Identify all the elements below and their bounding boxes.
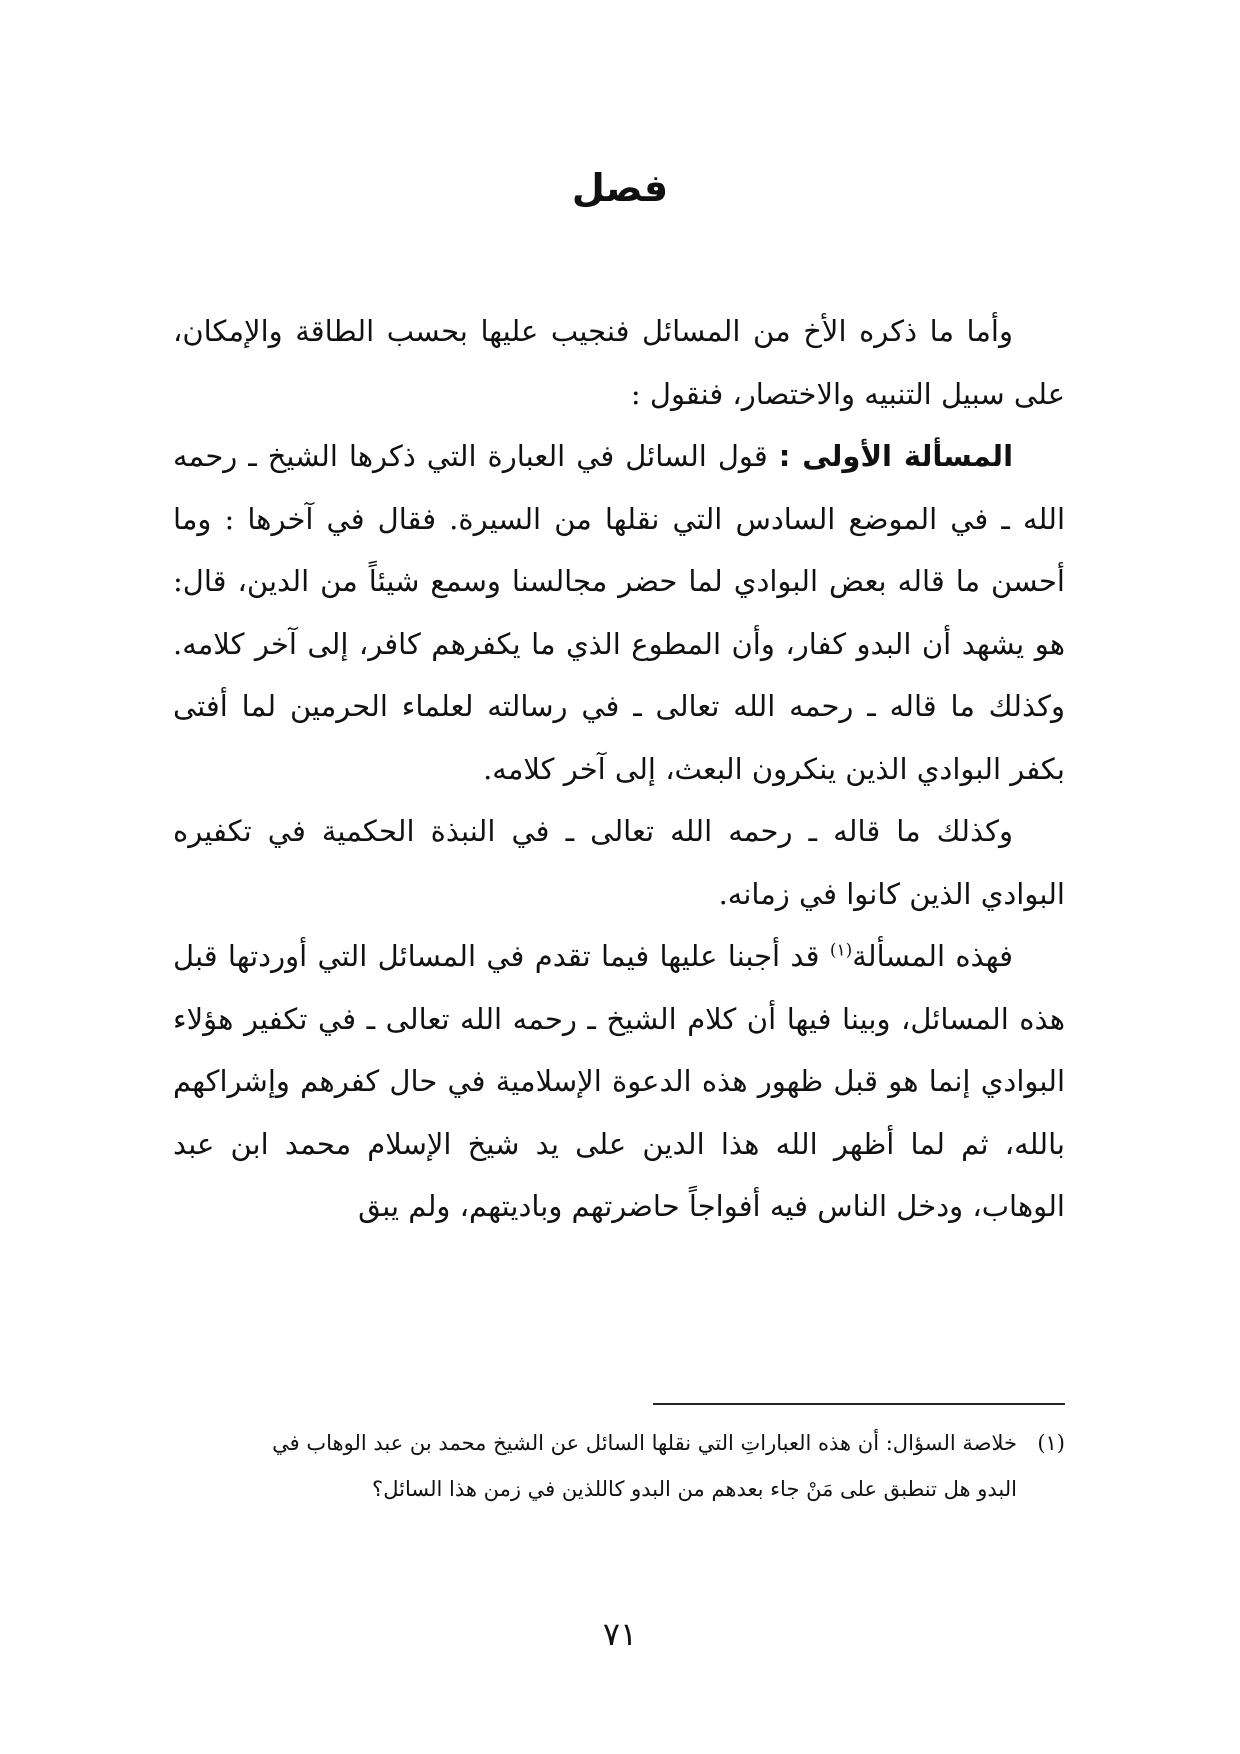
issue-heading: المسألة الأولى : <box>778 439 1014 473</box>
footnote-line-1 <box>173 1420 1065 1466</box>
footnote-reference: (١) <box>829 940 853 961</box>
paragraph-4-start: فهذه المسألة <box>852 939 1013 973</box>
paragraph-4 <box>173 925 1065 1238</box>
footnote-number: (١) <box>1037 1431 1065 1455</box>
page-number: ٧١ <box>602 1615 638 1653</box>
footnote-divider <box>653 1403 1065 1405</box>
footnote-line-2: البدو هل تنطبق على مَنْ جاء بعدهم من البدو كاللذين في زمن هذا السائل؟ <box>372 1477 1017 1501</box>
paragraph-2-text: قول السائل في العبارة التي ذكرها الشيخ ـ رحمه الله ـ في الموضع السادس التي نقلها من السيرة. فقال في آخرها : وما أحسن ما قاله بعض البوادي لما حضر مجالسنا وسمع شيئاً من الدين، قال: هو يشهد أن البدو كفار، وأن المطوع الذي ما يكفرهم كافر، إلى آخر كلامه. وكذلك ما قاله ـ رحمه الله تعالى ـ في رسالته لعلماء الحرمين لما أفتى بكفر البوادي الذين ينكرون البعث، إلى آخر كلامه. <box>173 439 1065 786</box>
paragraph-2 <box>173 425 1065 800</box>
paragraph-4-rest: قد أجبنا عليها فيما تقدم في المسائل التي أوردتها قبل هذه المسائل، وبينا فيها أن كلام الشيخ ـ رحمه الله تعالى ـ في تكفير هؤلاء البوادي إنما هو قبل ظهور هذه الدعوة الإسلامية في حال كفرهم وإشراكهم بالله، ثم لما أظهر الله هذا الدين على يد شيخ الإسلام محمد ابن عبد الوهاب، ودخل الناس فيه أفواجاً حاضرتهم وباديتهم، ولم يبق <box>173 939 1065 1223</box>
section-heading: فصل <box>571 166 669 210</box>
footnote <box>173 1420 1065 1512</box>
footnote-text-1: خلاصة السؤال: أن هذه العباراتِ التي نقلها السائل عن الشيخ محمد بن عبد الوهاب في <box>272 1431 1017 1455</box>
main-text <box>173 300 1065 1238</box>
paragraph-3: وكذلك ما قاله ـ رحمه الله تعالى ـ في النبذة الحكمية في تكفيره البوادي الذين كانوا في زمانه. <box>173 814 1065 911</box>
paragraph-1: وأما ما ذكره الأخ من المسائل فنجيب عليها بحسب الطاقة والإمكان، على سبيل التنبيه والاختصار، فنقول : <box>173 314 1065 411</box>
